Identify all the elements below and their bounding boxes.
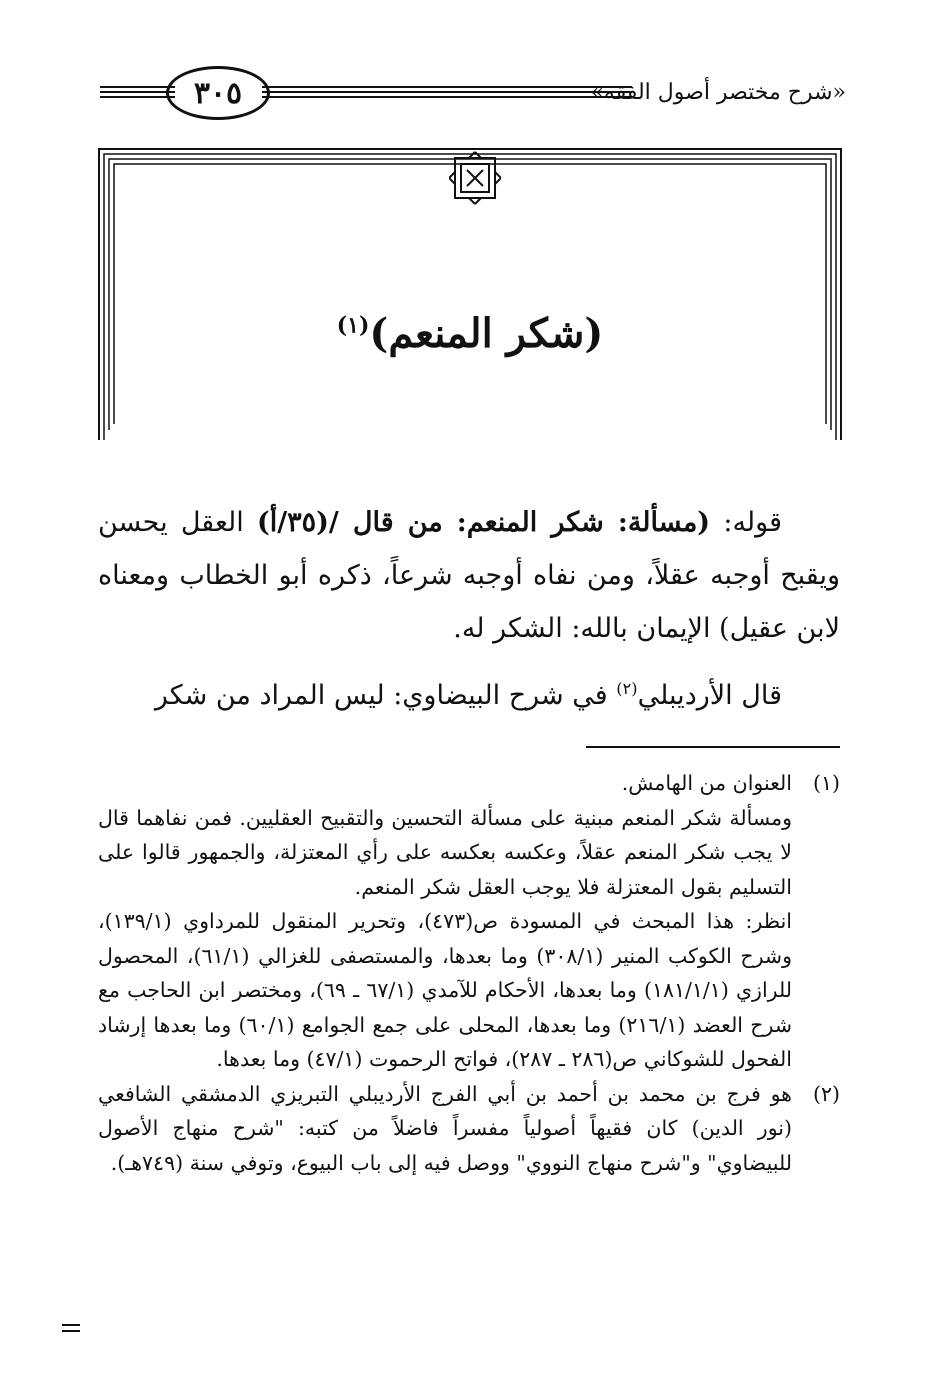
edge-mark	[62, 1324, 80, 1336]
p1-intro: قوله:	[710, 507, 782, 538]
page-number: ٣٠٥	[166, 66, 270, 120]
chapter-footnote-ref: (١)	[336, 312, 370, 339]
p1-bold: (مسألة: شكر المنعم: من قال /(٣٥/أ)	[256, 507, 711, 538]
footnote-paragraph: ومسألة شكر المنعم مبنية على مسألة التحسين والتقبيح العقليين. فمن نفاهما قال لا يجب شكر المنعم عقلاً، وعكسه بعكسه على رأي المعتزلة، والجمهور قالوا على التسليم بقول المعتزلة فلا يوجب العقل شكر المنعم.	[98, 805, 792, 899]
body-paragraph-1	[98, 496, 840, 655]
footnote-paragraph: انظر: هذا المبحث في المسودة ص(٤٧٣)، وتحرير المنقول للمرداوي (١٣٩/١)، وشرح الكوكب المنير (٣٠٨/١) وما بعدها، والمستصفى للغزالي (٦١/١)، المحصول للرازي (١٨١/١/١) وما بعدها، الأحكام للآمدي (٦٧/١ ـ ٦٩)، ومختصر ابن الحاجب مع شرح العضد (٢١٦/١) وما بعدها، المحلى على جمع الجوامع (٦٠/١) وما بعدها إرشاد الفحول للشوكاني ص(٢٨٦ ـ ٢٨٧)، فواتح الرحموت (٤٧/١) وما بعدها.	[98, 909, 793, 1071]
footnote-paragraph: هو فرج بن محمد بن أحمد بن أبي الفرج الأرديبلي التبريزي الدمشقي الشافعي (نور الدين) كان فقيهاً أصولياً مفسراً فاضلاً من كتبه: "شرح منهاج الأصول للبيضاوي" و"شرح منهاج النووي" ووصل فيه إلى باب البيوع، وتوفي سنة (٧٤٩هـ).	[98, 1081, 792, 1175]
footnote-2	[98, 1077, 840, 1181]
p2-after: في شرح البيضاوي: ليس المراد من شكر	[154, 680, 617, 711]
body-text	[98, 496, 840, 722]
footnote-1	[98, 766, 840, 1077]
footnotes	[98, 766, 840, 1180]
chapter-title-text: (شكر المنعم)	[369, 310, 604, 357]
p2-before: قال الأرديبلي	[637, 680, 782, 711]
body-paragraph-2	[98, 669, 840, 722]
footnote-number: (٢)	[812, 1081, 840, 1106]
footnote-paragraph: العنوان من الهامش.	[621, 771, 792, 795]
header-rule-right	[262, 86, 632, 100]
chapter-title	[200, 310, 740, 357]
footnote-separator	[586, 746, 840, 748]
p2-footnote-ref: (٢)	[616, 679, 638, 698]
footnote-number: (١)	[812, 771, 840, 795]
p1-rest: العقل يحسن ويقبح أوجبه عقلاً، ومن نفاه أوجبه شرعاً، ذكره أبو الخطاب ومعناه لابن عقيل) الإيمان بالله: الشكر له.	[98, 507, 840, 644]
ornament-icon	[449, 150, 501, 210]
header-rule-left	[100, 86, 175, 100]
running-title: «شرح مختصر أصول الفقه»	[590, 80, 846, 105]
